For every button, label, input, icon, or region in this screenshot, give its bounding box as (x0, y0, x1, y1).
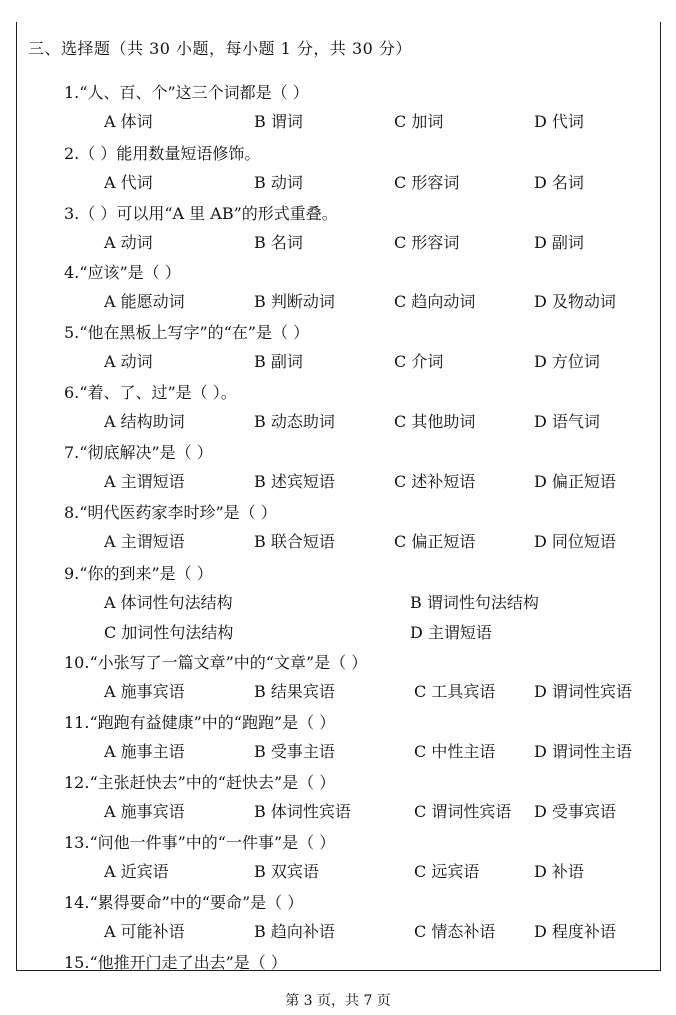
answer-option: B 趋向补语 (254, 922, 335, 941)
answer-option: B 体词性宾语 (254, 802, 351, 821)
answer-option: D 同位短语 (534, 532, 616, 551)
answer-option: A 结构助词 (104, 412, 185, 431)
answer-option: C 形容词 (394, 173, 460, 192)
answer-option: D 谓词性主语 (534, 742, 632, 761)
answer-option: B 副词 (254, 352, 303, 371)
question-stem: 3.（ ）可以用“A 里 AB”的形式重叠。 (64, 204, 338, 223)
answer-option: A 施事宾语 (104, 682, 185, 701)
answer-option: B 判断动词 (254, 292, 335, 311)
answer-option: A 可能补语 (104, 922, 185, 941)
question-stem: 8.“明代医药家李时珍”是（ ） (64, 503, 277, 522)
answer-option: A 近宾语 (104, 862, 169, 881)
answer-option: D 谓词性宾语 (534, 682, 632, 701)
answer-option: C 趋向动词 (394, 292, 476, 311)
question-stem: 7.“彻底解决”是（ ） (64, 443, 213, 462)
answer-option: B 谓词性句法结构 (410, 593, 539, 612)
answer-option: C 其他助词 (394, 412, 476, 431)
answer-option: C 情态补语 (414, 922, 496, 941)
answer-option: C 述补短语 (394, 472, 476, 491)
question-stem: 4.“应该”是（ ） (64, 263, 181, 282)
answer-option: C 谓词性宾语 (414, 802, 512, 821)
answer-option: A 代词 (104, 173, 153, 192)
question-stem: 1.“人、百、个”这三个词都是（ ） (64, 83, 309, 102)
answer-option: B 动态助词 (254, 412, 335, 431)
question-stem: 14.“累得要命”中的“要命”是（ ） (64, 893, 304, 912)
question-stem: 15.“他推开门走了出去”是（ ） (64, 953, 287, 972)
answer-option: D 主谓短语 (410, 623, 492, 642)
answer-option: A 体词 (104, 112, 153, 131)
answer-option: A 主谓短语 (104, 532, 185, 551)
answer-option: B 名词 (254, 233, 303, 252)
answer-option: D 及物动词 (534, 292, 616, 311)
answer-option: D 副词 (534, 233, 584, 252)
answer-option: A 能愿动词 (104, 292, 185, 311)
answer-option: C 中性主语 (414, 742, 496, 761)
question-stem: 5.“他在黑板上写字”的“在”是（ ） (64, 323, 310, 342)
answer-option: C 加词 (394, 112, 444, 131)
answer-option: C 远宾语 (414, 862, 480, 881)
question-stem: 10.“小张写了一篇文章”中的“文章”是（ ） (64, 653, 368, 672)
question-stem: 2.（ ）能用数量短语修饰。 (64, 144, 261, 163)
answer-option: D 补语 (534, 862, 584, 881)
answer-option: A 体词性句法结构 (104, 593, 233, 612)
question-stem: 13.“问他一件事”中的“一件事”是（ ） (64, 833, 336, 852)
answer-option: C 介词 (394, 352, 444, 371)
page-frame (16, 22, 661, 971)
answer-option: A 主谓短语 (104, 472, 185, 491)
answer-option: B 动词 (254, 173, 303, 192)
answer-option: A 动词 (104, 352, 153, 371)
answer-option: B 双宾语 (254, 862, 319, 881)
answer-option: D 方位词 (534, 352, 600, 371)
answer-option: B 结果宾语 (254, 682, 335, 701)
section-title: 三、选择题（共 30 小题，每小题 1 分，共 30 分） (28, 39, 412, 58)
answer-option: D 语气词 (534, 412, 600, 431)
answer-option: A 施事主语 (104, 742, 185, 761)
question-stem: 6.“着、了、过”是（ ）。 (64, 383, 237, 402)
page-footer: 第 3 页，共 7 页 (285, 993, 391, 1009)
answer-option: B 述宾短语 (254, 472, 335, 491)
question-stem: 11.“跑跑有益健康”中的“跑跑”是（ ） (64, 713, 336, 732)
answer-option: D 程度补语 (534, 922, 616, 941)
question-stem: 9.“你的到来”是（ ） (64, 564, 213, 583)
answer-option: D 受事宾语 (534, 802, 616, 821)
answer-option: C 加词性句法结构 (104, 623, 234, 642)
answer-option: B 联合短语 (254, 532, 335, 551)
answer-option: C 形容词 (394, 233, 460, 252)
answer-option: B 受事主语 (254, 742, 335, 761)
answer-option: B 谓词 (254, 112, 303, 131)
answer-option: D 代词 (534, 112, 584, 131)
answer-option: A 动词 (104, 233, 153, 252)
answer-option: C 偏正短语 (394, 532, 476, 551)
question-stem: 12.“主张赶快去”中的“赶快去”是（ ） (64, 773, 336, 792)
answer-option: D 偏正短语 (534, 472, 616, 491)
answer-option: A 施事宾语 (104, 802, 185, 821)
answer-option: C 工具宾语 (414, 682, 496, 701)
answer-option: D 名词 (534, 173, 584, 192)
